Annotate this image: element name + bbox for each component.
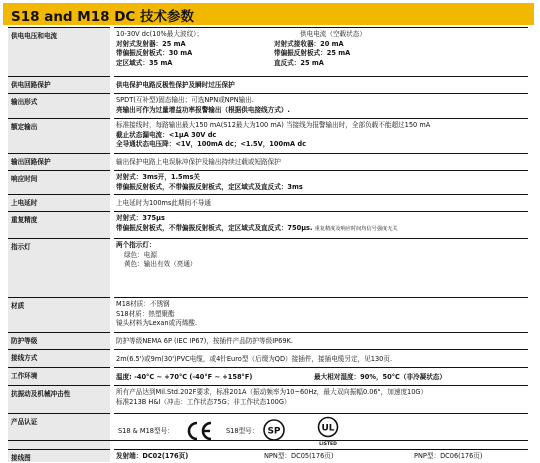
row-content	[114, 332, 528, 349]
row-label: 供电电压和电流	[8, 27, 110, 76]
spec-line: 带偏振反射板式，不带偏振反射板式，定区域式及直反式：750μs.	[116, 223, 313, 232]
spec-line: 上电延时为100ms此期间不导通	[116, 199, 211, 207]
row-label: 供电回路保护	[8, 76, 110, 93]
row-power-delay	[8, 194, 528, 211]
row-output-protection	[8, 153, 528, 170]
spec-line: 供电电流（空载状态）	[300, 30, 366, 38]
spec-line: S18材质：热塑聚酯	[116, 309, 175, 318]
spec-line: 所有产品达到Mil.Std.202F要求，标准201A（振动频率为10~60Hz，最大双向振幅0.06"，加速度10G）	[116, 388, 428, 396]
row-content	[114, 194, 528, 211]
ce-mark-icon	[184, 420, 214, 442]
row-label: 接线图	[8, 449, 110, 462]
spec-line: 10-30V dc(10%最大波纹）；	[116, 30, 204, 38]
wiring-emitter: 发射端：DC02(176页)	[116, 452, 189, 460]
spec-line: 两个指示灯：	[116, 241, 156, 249]
spec-line: 防护等级NEMA 6P (IEC IP67)，按插件产品防护等级IP69K.	[116, 337, 293, 345]
row-response-time	[8, 170, 528, 194]
wiring-pnp: PNP型：DC06(176页)	[414, 452, 483, 460]
spec-line: 标准接线时，每路输出最大150 mA(S12最大为100 mA) 当接线为报警输出时，全部负载不能超过150 mA	[116, 121, 431, 129]
spec-line: M18材质：不锈钢	[116, 300, 170, 308]
ul-listed-text: LISTED	[319, 442, 337, 447]
spec-line: 输出保护电路上电误脉冲保护及输出持续过载或短路保护	[116, 158, 281, 166]
row-content	[114, 413, 528, 449]
row-content	[114, 297, 528, 332]
row-content	[114, 349, 528, 367]
row-content	[114, 27, 528, 76]
row-content	[114, 93, 528, 118]
row-material	[8, 297, 528, 332]
spec-line: 对射式接收器：20 mA	[274, 39, 344, 48]
csa-mark-text: SP	[267, 426, 281, 437]
row-connection	[8, 349, 528, 367]
spec-line: 温度: -40°C ~ +70°C (-40°F ~ +158°F)	[116, 373, 253, 381]
ul-mark-text: UL	[321, 423, 335, 434]
row-label: 重复精度	[8, 211, 110, 238]
row-label: 防护等级	[8, 332, 110, 349]
row-content	[114, 367, 528, 385]
spec-line: 2m(6.5')或9m(30')PVC电缆，或4针Euro型（后缀为QD）接插件，接插电缆另定，见130页.	[116, 355, 393, 363]
row-label: 指示灯	[8, 238, 110, 297]
spec-line: 全导通状态电压降：<1V，100mA dc；<1.5V，100mA dc	[116, 140, 306, 149]
spec-line: 定区域式：35 mA	[116, 58, 173, 67]
title-bar	[3, 3, 534, 25]
row-content	[114, 449, 528, 462]
row-label: 接线方式	[8, 349, 110, 367]
row-content	[114, 238, 528, 297]
row-label: 响应时间	[8, 170, 110, 194]
spec-line: 亮输出可作为过量增益功率报警输出（根据供电接线方式）.	[116, 105, 290, 114]
row-content	[114, 118, 528, 153]
spec-line: 截止状态漏电流：<1μA 30V dc	[116, 130, 217, 139]
row-output-type	[8, 93, 528, 118]
spec-line: SPDT(互补型)固态输出；可选NPN或NPN输出.	[116, 96, 254, 104]
row-wiring	[8, 449, 528, 462]
row-label: 额定输出	[8, 118, 110, 153]
row-label: 材质	[8, 297, 110, 332]
row-certification	[8, 413, 528, 449]
row-content	[114, 76, 528, 93]
spec-line: 带偏振反射板式，不带偏振反射板式，定区域式及直反式：3ms	[116, 182, 303, 191]
row-label: 产品认证	[8, 413, 110, 449]
spec-line: 带偏振反射板式：30 mA	[116, 49, 193, 58]
table-bottom-rule	[8, 440, 528, 441]
spec-line: 最大相对湿度：90%，50°C（非冷凝状态）	[314, 373, 446, 381]
spec-line: 对射式：375μs	[116, 214, 165, 222]
row-content	[114, 153, 528, 170]
row-vibration	[8, 385, 528, 413]
row-environment	[8, 367, 528, 385]
row-rated-output	[8, 118, 528, 153]
ul-mark-icon	[316, 416, 340, 448]
row-label: 输出形式	[8, 93, 110, 118]
page-title: S18 and M18 DC 技术参数	[11, 9, 195, 25]
spec-line: 黄色：输出有效（亮通）	[124, 260, 197, 269]
cert-text: S18 & M18型号：	[118, 427, 174, 435]
row-content	[114, 170, 528, 194]
spec-line: 标准213B H&I（冲击：工作状态75G；非工作状态100G）	[116, 397, 291, 406]
row-label: 输出回路保护	[8, 153, 110, 170]
row-label: 抗振动及机械冲击性	[8, 385, 110, 413]
row-content	[114, 211, 528, 238]
row-indicator	[8, 238, 528, 297]
spec-line: 对射式：3ms开，1.5ms关	[116, 173, 201, 181]
spec-line: 带偏振反射板式：25 mA	[274, 49, 351, 58]
spec-line: 直反式：25 mA	[274, 58, 324, 67]
spec-note: 重复精度及响应时间均信号强度无关	[314, 225, 398, 232]
row-power	[8, 27, 528, 76]
row-power-protection	[8, 76, 528, 93]
row-protection	[8, 332, 528, 349]
row-label: 上电延时	[8, 194, 110, 211]
cert-text: S18型号：	[226, 427, 259, 435]
wiring-npn: NPN型：DC05(176页)	[264, 452, 334, 460]
spec-line: 镜头材料为Lexan或丙烯酸.	[116, 319, 198, 328]
row-label: 工作环境	[8, 367, 110, 385]
spec-line: 对射式发射器：25 mA	[116, 39, 186, 48]
row-content	[114, 385, 528, 413]
spec-line: 供电保护电路反极性保护及瞬时过压保护	[116, 81, 235, 89]
row-repeatability	[8, 211, 528, 238]
spec-line: 绿色：电源	[124, 250, 157, 259]
